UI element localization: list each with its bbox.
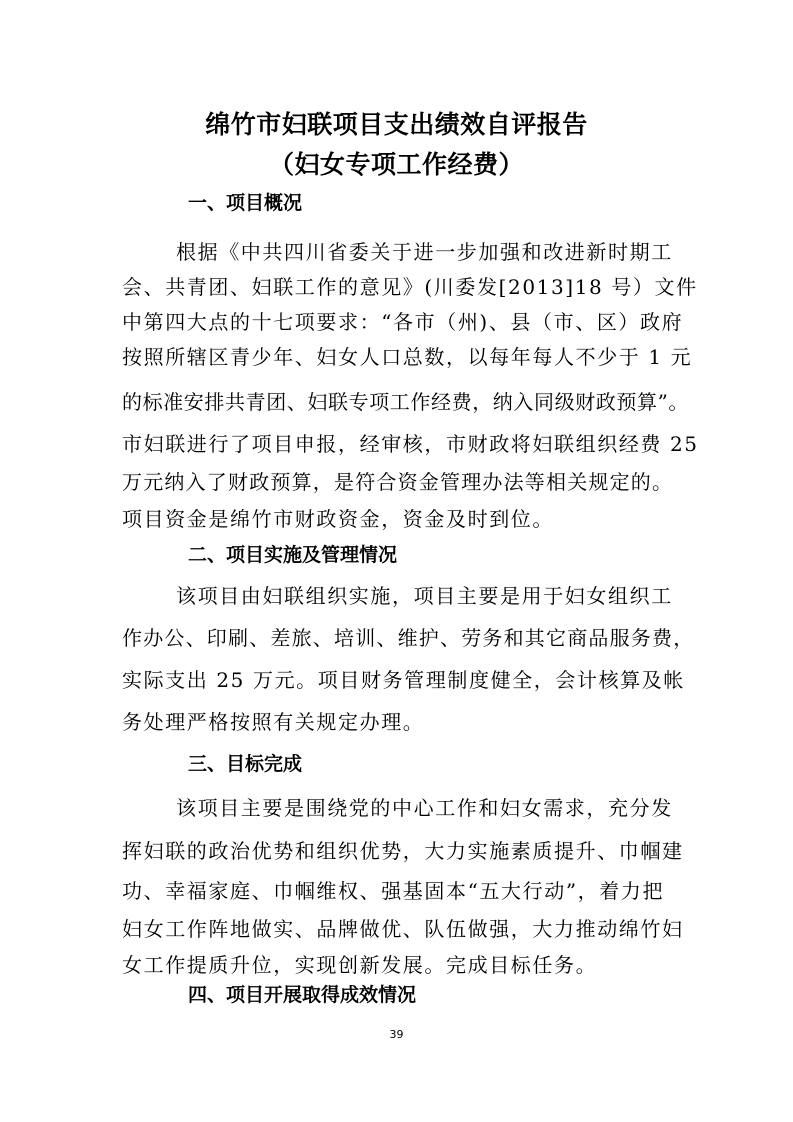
paragraph-line: 妇女工作阵地做实、品牌做优、队伍做强，大力推动绵竹妇 — [122, 917, 684, 941]
paragraph-line: 的标准安排共青团、妇联专项工作经费，纳入同级财政预算”。 — [122, 390, 690, 414]
paragraph-line: 挥妇联的政治优势和组织优势，大力实施素质提升、巾帼建 — [122, 839, 684, 863]
paragraph-line: 按照所辖区青少年、妇女人口总数，以每年每人不少于 1 元 — [122, 345, 693, 369]
paragraph-line: 功、幸福家庭、巾帼维权、强基固本“五大行动”，着力把 — [122, 879, 665, 903]
document-subtitle: （妇女专项工作经费） — [268, 150, 524, 179]
section-heading-overview: 一、项目概况 — [188, 192, 303, 214]
paragraph-line: 务处理严格按照有关规定办理。 — [122, 710, 425, 734]
section-heading-implementation: 二、项目实施及管理情况 — [188, 544, 398, 566]
paragraph-line: 该项目由妇联组织实施，项目主要是用于妇女组织工 — [176, 584, 673, 608]
paragraph-line: 中第四大点的十七项要求：“各市（州)、县（市、区）政府 — [122, 310, 684, 334]
paragraph-line: 根据《中共四川省委关于进一步加强和改进新时期工 — [176, 240, 673, 264]
paragraph-line: 女工作提质升位，实现创新发展。完成目标任务。 — [122, 953, 598, 977]
paragraph-line: 项目资金是绵竹市财政资金，资金及时到位。 — [122, 507, 554, 531]
document-title: 绵竹市妇联项目支出绩效自评报告 — [205, 110, 588, 139]
section-heading-goals: 三、目标完成 — [188, 753, 303, 775]
paragraph-line: 会、共青团、妇联工作的意见》(川委发[2013]18 号）文件 — [122, 275, 698, 299]
paragraph-line: 该项目主要是围绕党的中心工作和妇女需求，充分发 — [176, 796, 673, 820]
section-heading-results: 四、项目开展取得成效情况 — [188, 984, 417, 1006]
paragraph-line: 作办公、印刷、差旅、培训、维护、劳务和其它商品服务费， — [122, 626, 695, 650]
page-number: 39 — [389, 1028, 404, 1041]
paragraph-line: 万元纳入了财政预算，是符合资金管理办法等相关规定的。 — [122, 470, 674, 494]
paragraph-line: 实际支出 25 万元。项目财务管理制度健全，会计核算及帐 — [122, 668, 685, 692]
paragraph-line: 市妇联进行了项目申报，经审核，市财政将妇联组织经费 25 — [122, 432, 699, 456]
